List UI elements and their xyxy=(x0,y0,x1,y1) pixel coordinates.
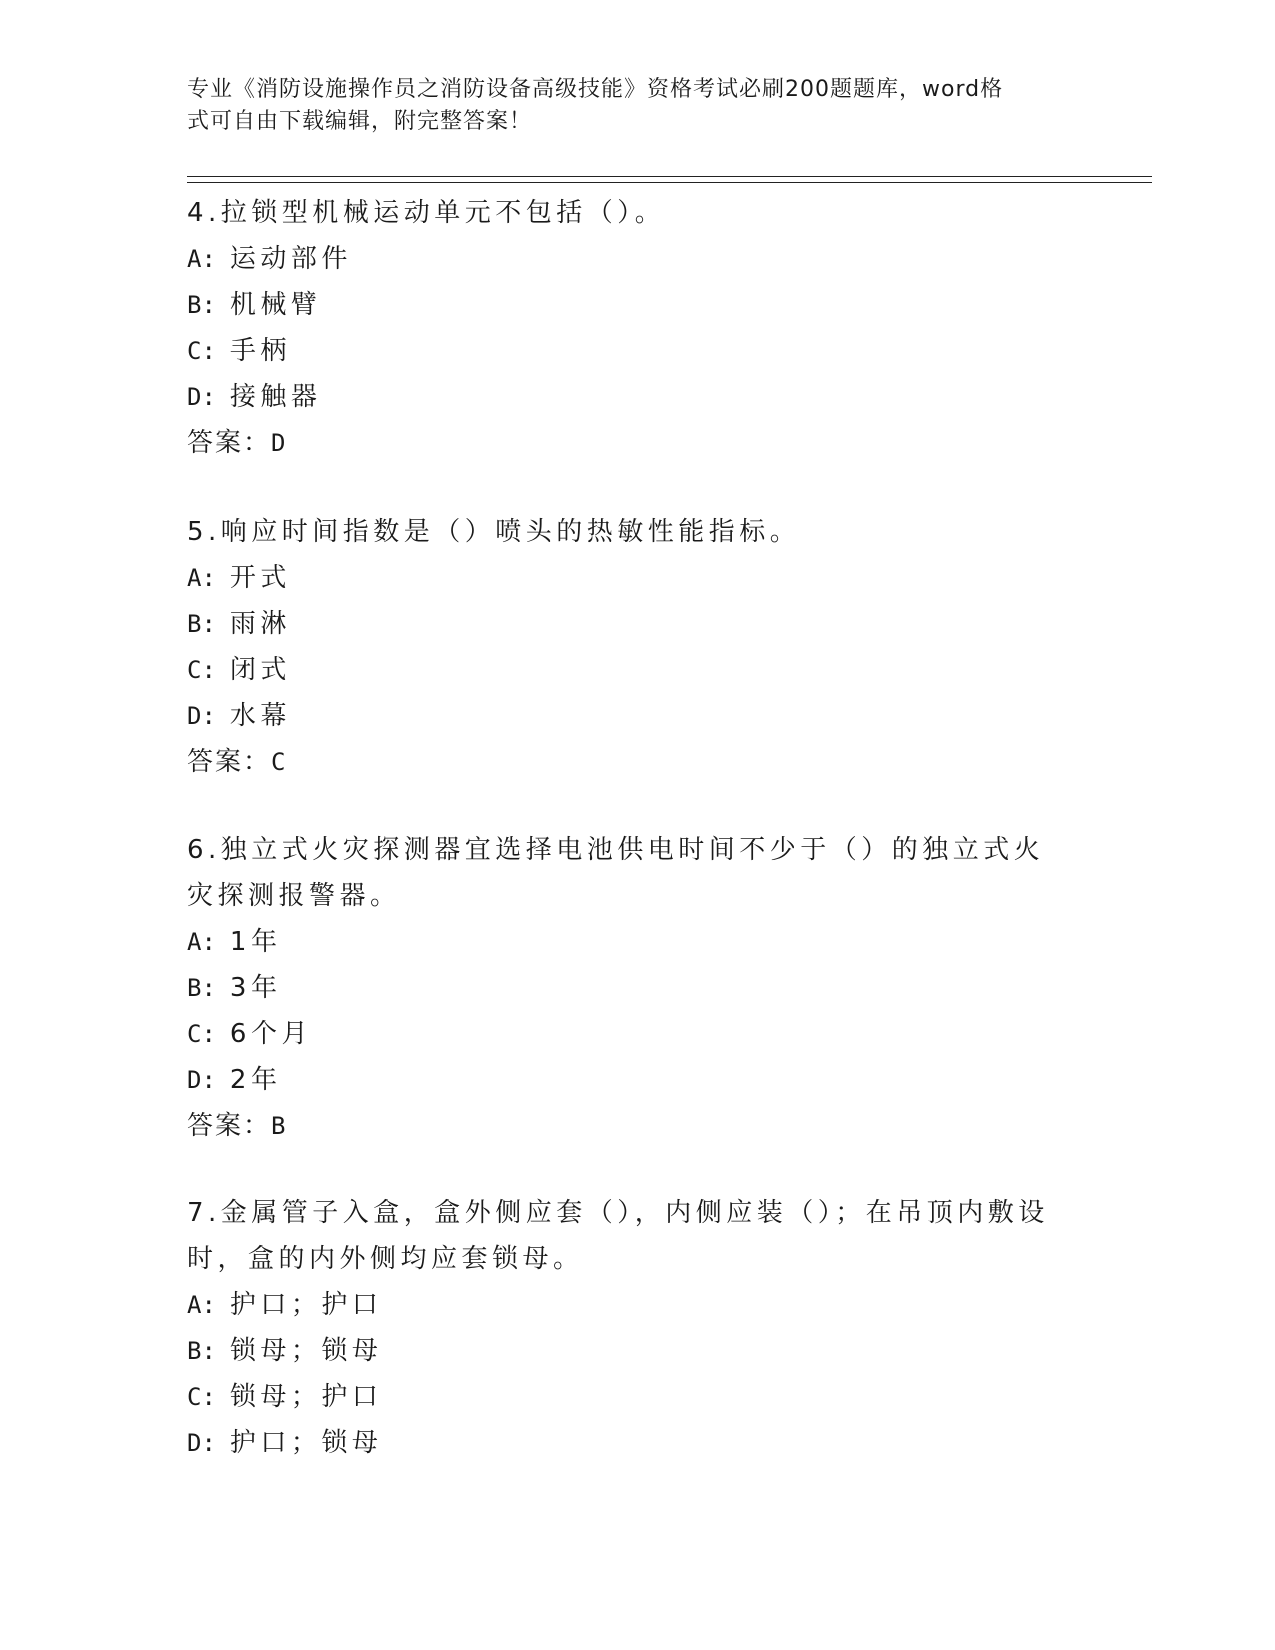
option-d xyxy=(187,693,1067,739)
option-key: A: xyxy=(187,1291,216,1319)
question-6 xyxy=(187,827,1067,1149)
option-key: B: xyxy=(187,610,216,638)
option-key: A: xyxy=(187,928,216,956)
option-key: A: xyxy=(187,245,216,273)
answer-value: C xyxy=(271,748,288,776)
option-text: 水幕 xyxy=(229,701,291,731)
answer-line xyxy=(187,420,1067,466)
question-5 xyxy=(187,509,1067,785)
question-stem: 5.响应时间指数是（）喷头的热敏性能指标。 xyxy=(187,517,801,547)
option-b xyxy=(187,282,1067,328)
option-key: D: xyxy=(187,702,216,730)
option-key: D: xyxy=(187,1429,216,1457)
option-b xyxy=(187,601,1067,647)
question-4 xyxy=(187,190,1067,466)
option-key: B: xyxy=(187,1337,216,1365)
option-text: 机械臂 xyxy=(229,290,322,320)
answer-value: D xyxy=(271,429,288,457)
option-a xyxy=(187,236,1067,282)
option-key: C: xyxy=(187,1383,216,1411)
option-key: D: xyxy=(187,383,216,411)
option-text: 3年 xyxy=(229,973,282,1003)
option-text: 护口；锁母 xyxy=(229,1428,383,1458)
answer-label: 答案： xyxy=(187,1111,272,1141)
header-title-line-2: 式可自由下载编辑，附完整答案！ xyxy=(187,109,533,134)
document-header xyxy=(187,74,1067,138)
answer-line xyxy=(187,1103,1067,1149)
option-list xyxy=(187,555,1067,739)
option-b xyxy=(187,1328,1067,1374)
answer-label: 答案： xyxy=(187,428,272,458)
header-divider-bottom xyxy=(187,182,1152,183)
answer-value: B xyxy=(271,1112,288,1140)
option-key: C: xyxy=(187,337,216,365)
question-stem: 4.拉锁型机械运动单元不包括（）。 xyxy=(187,198,666,228)
header-title-line-1: 专业《消防设施操作员之消防设备高级技能》资格考试必刷200题题库，word格 xyxy=(187,77,1004,102)
option-text: 1年 xyxy=(229,927,282,957)
option-b xyxy=(187,965,1067,1011)
option-a xyxy=(187,919,1067,965)
option-c xyxy=(187,328,1067,374)
option-list xyxy=(187,919,1067,1103)
option-key: C: xyxy=(187,656,216,684)
header-divider-top xyxy=(187,176,1152,177)
option-a xyxy=(187,1282,1067,1328)
option-text: 雨淋 xyxy=(229,609,291,639)
option-text: 接触器 xyxy=(229,382,322,412)
option-list xyxy=(187,236,1067,420)
option-d xyxy=(187,1420,1067,1466)
option-text: 6个月 xyxy=(229,1019,312,1049)
option-list xyxy=(187,1282,1067,1466)
option-c xyxy=(187,1011,1067,1057)
option-c xyxy=(187,1374,1067,1420)
option-key: D: xyxy=(187,1066,216,1094)
option-text: 2年 xyxy=(229,1065,282,1095)
option-text: 护口；护口 xyxy=(229,1290,383,1320)
option-key: B: xyxy=(187,291,216,319)
option-key: B: xyxy=(187,974,216,1002)
option-text: 锁母；护口 xyxy=(229,1382,383,1412)
option-text: 锁母；锁母 xyxy=(229,1336,383,1366)
option-key: A: xyxy=(187,564,216,592)
question-7 xyxy=(187,1190,1067,1466)
option-text: 手柄 xyxy=(229,336,291,366)
option-c xyxy=(187,647,1067,693)
answer-line xyxy=(187,739,1067,785)
option-text: 闭式 xyxy=(229,655,291,685)
option-key: C: xyxy=(187,1020,216,1048)
option-text: 开式 xyxy=(229,563,291,593)
option-a xyxy=(187,555,1067,601)
option-d xyxy=(187,374,1067,420)
option-text: 运动部件 xyxy=(229,244,352,274)
option-d xyxy=(187,1057,1067,1103)
question-stem: 7.金属管子入盒，盒外侧应套（），内侧应装（）；在吊顶内敷设时，盒的内外侧均应套锁母。 xyxy=(187,1198,1049,1274)
question-stem: 6.独立式火灾探测器宜选择电池供电时间不少于（）的独立式火灾探测报警器。 xyxy=(187,835,1045,911)
answer-label: 答案： xyxy=(187,747,272,777)
